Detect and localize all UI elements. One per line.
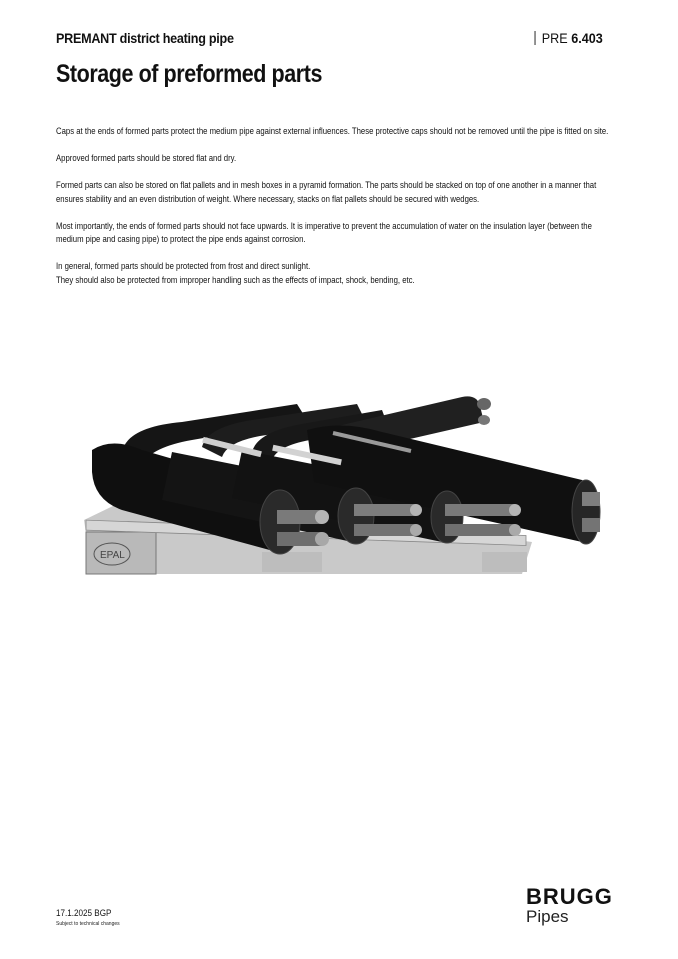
paragraph-ends: Most importantly, the ends of formed parts should not face upwards. It is imperative to prevent the accumulation of water on the insulation layer (between the medium pipe and casing pipe) to protect the pipe ends against corrosion. — [56, 220, 592, 244]
document-code — [535, 30, 603, 46]
page-title: Storage of preformed parts — [56, 60, 322, 88]
paragraph-flat-dry: Approved formed parts should be stored flat and dry. — [56, 153, 237, 163]
paragraph-protection — [56, 260, 615, 287]
pallet-epal-mark: EPAL — [100, 550, 125, 561]
code-number: 6.403 — [571, 30, 603, 46]
code-prefix: PRE — [542, 30, 568, 46]
brugg-pipes-logo — [526, 886, 613, 926]
logo-brand: BRUGG — [526, 884, 613, 909]
header-product-title: PREMANT district heating pipe — [56, 30, 234, 46]
footer-date: 17.1.2025 BGP — [56, 908, 112, 918]
code-separator — [535, 31, 536, 45]
paragraph-caps: Caps at the ends of formed parts protect the medium pipe against external influences. These protective caps should not be removed until the pipe is fitted on site. — [56, 126, 609, 136]
protection-line-1: In general, formed parts should be protected from frost and direct sunlight. — [56, 261, 311, 271]
logo-sub: Pipes — [526, 907, 569, 926]
preformed-parts-photo — [82, 392, 602, 582]
protection-line-2: They should also be protected from improper handling such as the effects of impact, shock, bending, etc. — [56, 274, 415, 285]
body-text — [56, 125, 615, 301]
footer-note: Subject to technical changes — [56, 921, 120, 927]
paragraph-pallets: Formed parts can also be stored on flat pallets and in mesh boxes in a pyramid formation. The parts should be stacked on top of one another in a manner that ensures stability and an even distribution of weight. Where necessary, stacks on flat pallets should be secured with wedges. — [56, 180, 597, 204]
